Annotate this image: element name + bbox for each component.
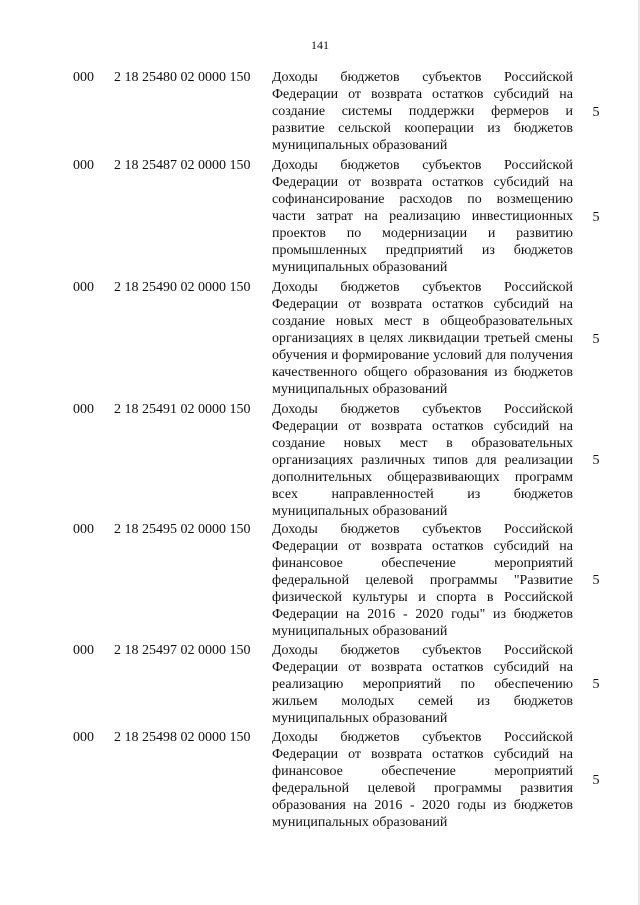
value-cell: 5 <box>592 105 600 120</box>
value-cell: 5 <box>592 210 600 225</box>
budget-code-cell: 2 18 25495 02 0000 150 <box>114 522 251 537</box>
value-cell: 5 <box>592 573 600 588</box>
budget-code-cell: 2 18 25490 02 0000 150 <box>114 280 251 295</box>
budget-code-cell: 2 18 25487 02 0000 150 <box>114 158 251 173</box>
admin-code-cell: 000 <box>73 158 94 173</box>
table-row <box>0 157 640 279</box>
page-number: 141 <box>311 38 329 52</box>
admin-code-cell: 000 <box>73 730 94 745</box>
budget-code-cell: 2 18 25491 02 0000 150 <box>114 402 251 417</box>
revenue-name-cell: Доходы бюджетов субъектов Российской Федерации от возврата остатков субсидий на финансовое обеспечение мероприятий федеральной целевой программы "Развитие физической культуры и спорта в Российской Федерации на 2016 - 2020 годы" из бюджетов муниципальных образований <box>272 522 573 639</box>
revenue-name-cell: Доходы бюджетов субъектов Российской Федерации от возврата остатков субсидий на финансовое обеспечение мероприятий федеральной целевой программы развития образования на 2016 - 2020 годы из бюджетов муниципальных образований <box>272 730 573 830</box>
budget-code-cell: 2 18 25497 02 0000 150 <box>114 643 251 658</box>
admin-code-cell: 000 <box>73 643 94 658</box>
revenue-name-cell: Доходы бюджетов субъектов Российской Федерации от возврата остатков субсидий на создание новых мест в образовательных организациях различных типов для реализации дополнительных общеразвивающих программ всех направленностей из бюджетов муниципальных образований <box>272 402 573 519</box>
revenue-name-cell: Доходы бюджетов субъектов Российской Федерации от возврата остатков субсидий на реализацию мероприятий по обеспечению жильем молодых семей из бюджетов муниципальных образований <box>272 643 573 726</box>
value-cell: 5 <box>592 773 600 788</box>
admin-code-cell: 000 <box>73 280 94 295</box>
table-row <box>0 642 640 728</box>
budget-code-cell: 2 18 25498 02 0000 150 <box>114 730 251 745</box>
admin-code-cell: 000 <box>73 402 94 417</box>
admin-code-cell: 000 <box>73 522 94 537</box>
revenue-name-cell: Доходы бюджетов субъектов Российской Федерации от возврата остатков субсидий на создание системы поддержки фермеров и развитие сельской кооперации из бюджетов муниципальных образований <box>272 70 573 153</box>
table-row <box>0 69 640 157</box>
admin-code-cell: 000 <box>73 70 94 85</box>
value-cell: 5 <box>592 453 600 468</box>
table-row <box>0 279 640 401</box>
value-cell: 5 <box>592 332 600 347</box>
budget-code-cell: 2 18 25480 02 0000 150 <box>114 70 251 85</box>
table-row <box>0 521 640 641</box>
table-row <box>0 729 640 833</box>
value-cell: 5 <box>592 677 600 692</box>
revenue-name-cell: Доходы бюджетов субъектов Российской Федерации от возврата остатков субсидий на софинансирование расходов по возмещению части затрат на реализацию инвестиционных проектов по модернизации и развитию промышленных предприятий из бюджетов муниципальных образований <box>272 158 573 275</box>
revenue-name-cell: Доходы бюджетов субъектов Российской Федерации от возврата остатков субсидий на создание новых мест в общеобразовательных организациях в целях ликвидации третьей смены обучения и формирование условий для получения качественного общего образования из бюджетов муниципальных образований <box>272 280 573 397</box>
table-row <box>0 401 640 521</box>
